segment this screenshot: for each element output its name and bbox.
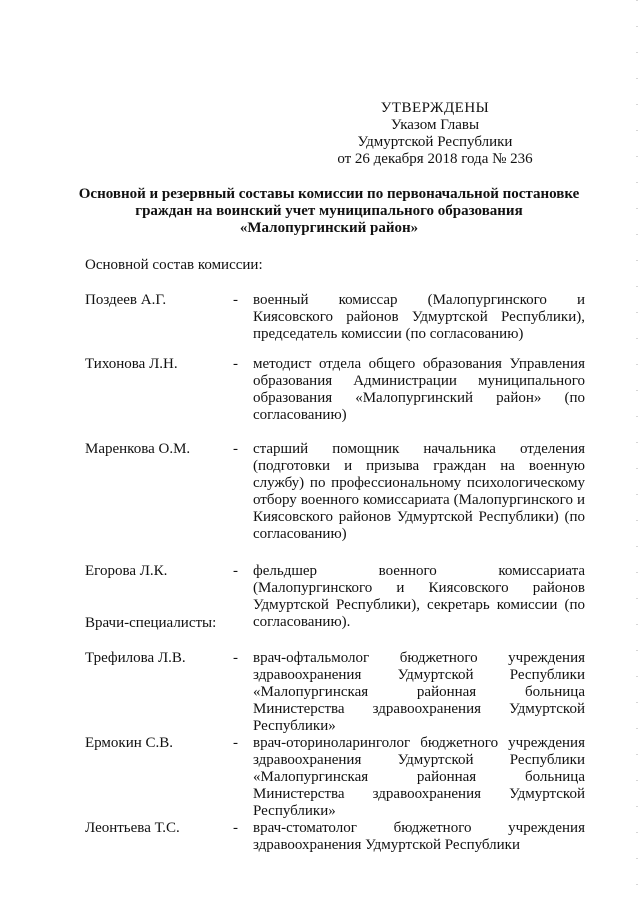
- doctor-name: Ермокин С.В.: [85, 735, 174, 751]
- approval-heading: УТВЕРЖДЕНЫ: [380, 100, 490, 116]
- doctor-name: Леонтьева Т.С.: [85, 820, 180, 836]
- member-description: военный комиссар (Малопургинского и Киясовского районов Удмуртской Республики), председатель комиссии (по согласованию): [253, 292, 585, 342]
- member-name: Поздеев А.Г.: [85, 292, 167, 308]
- main-section-label: Основной состав комиссии:: [85, 257, 263, 273]
- doctor-dash: -: [233, 735, 238, 751]
- approval-stamp: [330, 100, 540, 168]
- member-name: Тихонова Л.Н.: [85, 356, 178, 372]
- member-description: фельдшер военного комиссариата (Малопургинского и Киясовского районов Удмуртской Республики), секретарь комиссии (по согласованию).: [253, 563, 585, 630]
- member-name: Егорова Л.К.: [85, 563, 168, 579]
- member-dash: -: [233, 292, 238, 308]
- approval-date: от 26 декабря 2018 года № 236: [337, 151, 533, 167]
- doctor-description: врач-оториноларинголог бюджетного учреждения здравоохранения Удмуртской Республики «Малопургинская районная больница Министерства здравоохранения Удмуртской Республики»: [253, 735, 585, 819]
- doctor-name: Трефилова Л.В.: [85, 650, 186, 666]
- doctor-description: врач-офтальмолог бюджетного учреждения здравоохранения Удмуртской Республики «Малопургинская районная больница Министерства здравоохранения Удмуртской Республики»: [253, 650, 585, 734]
- member-dash: -: [233, 563, 238, 579]
- member-dash: -: [233, 356, 238, 372]
- doctor-dash: -: [233, 650, 238, 666]
- doctor-description: врач-стоматолог бюджетного учреждения здравоохранения Удмуртской Республики: [253, 820, 585, 853]
- approval-decree: Указом Главы: [390, 117, 480, 133]
- doctors-section-label: Врачи-специалисты:: [85, 615, 217, 631]
- approval-authority: Удмуртской Республики: [357, 134, 513, 150]
- title-line-2: граждан на воинский учет муниципального образования: [135, 203, 523, 219]
- title-line-1: Основной и резервный составы комиссии по первоначальной постановке: [78, 186, 580, 202]
- scan-edge-artifact: [636, 0, 638, 905]
- document-title: [70, 186, 588, 237]
- doctor-dash: -: [233, 820, 238, 836]
- title-line-3: «Малопургинский район»: [239, 220, 419, 236]
- member-name: Маренкова О.М.: [85, 441, 191, 457]
- member-description: старший помощник начальника отделения (подготовки и призыва граждан на военную службу) по профессиональному психологическому отбору военного комиссариата (Малопургинского и Киясовского районов Удмуртской Республики) (по согласованию): [253, 441, 585, 542]
- member-description: методист отдела общего образования Управления образования Администрации муниципального образования «Малопургинский район» (по согласованию): [253, 356, 585, 423]
- member-dash: -: [233, 441, 238, 457]
